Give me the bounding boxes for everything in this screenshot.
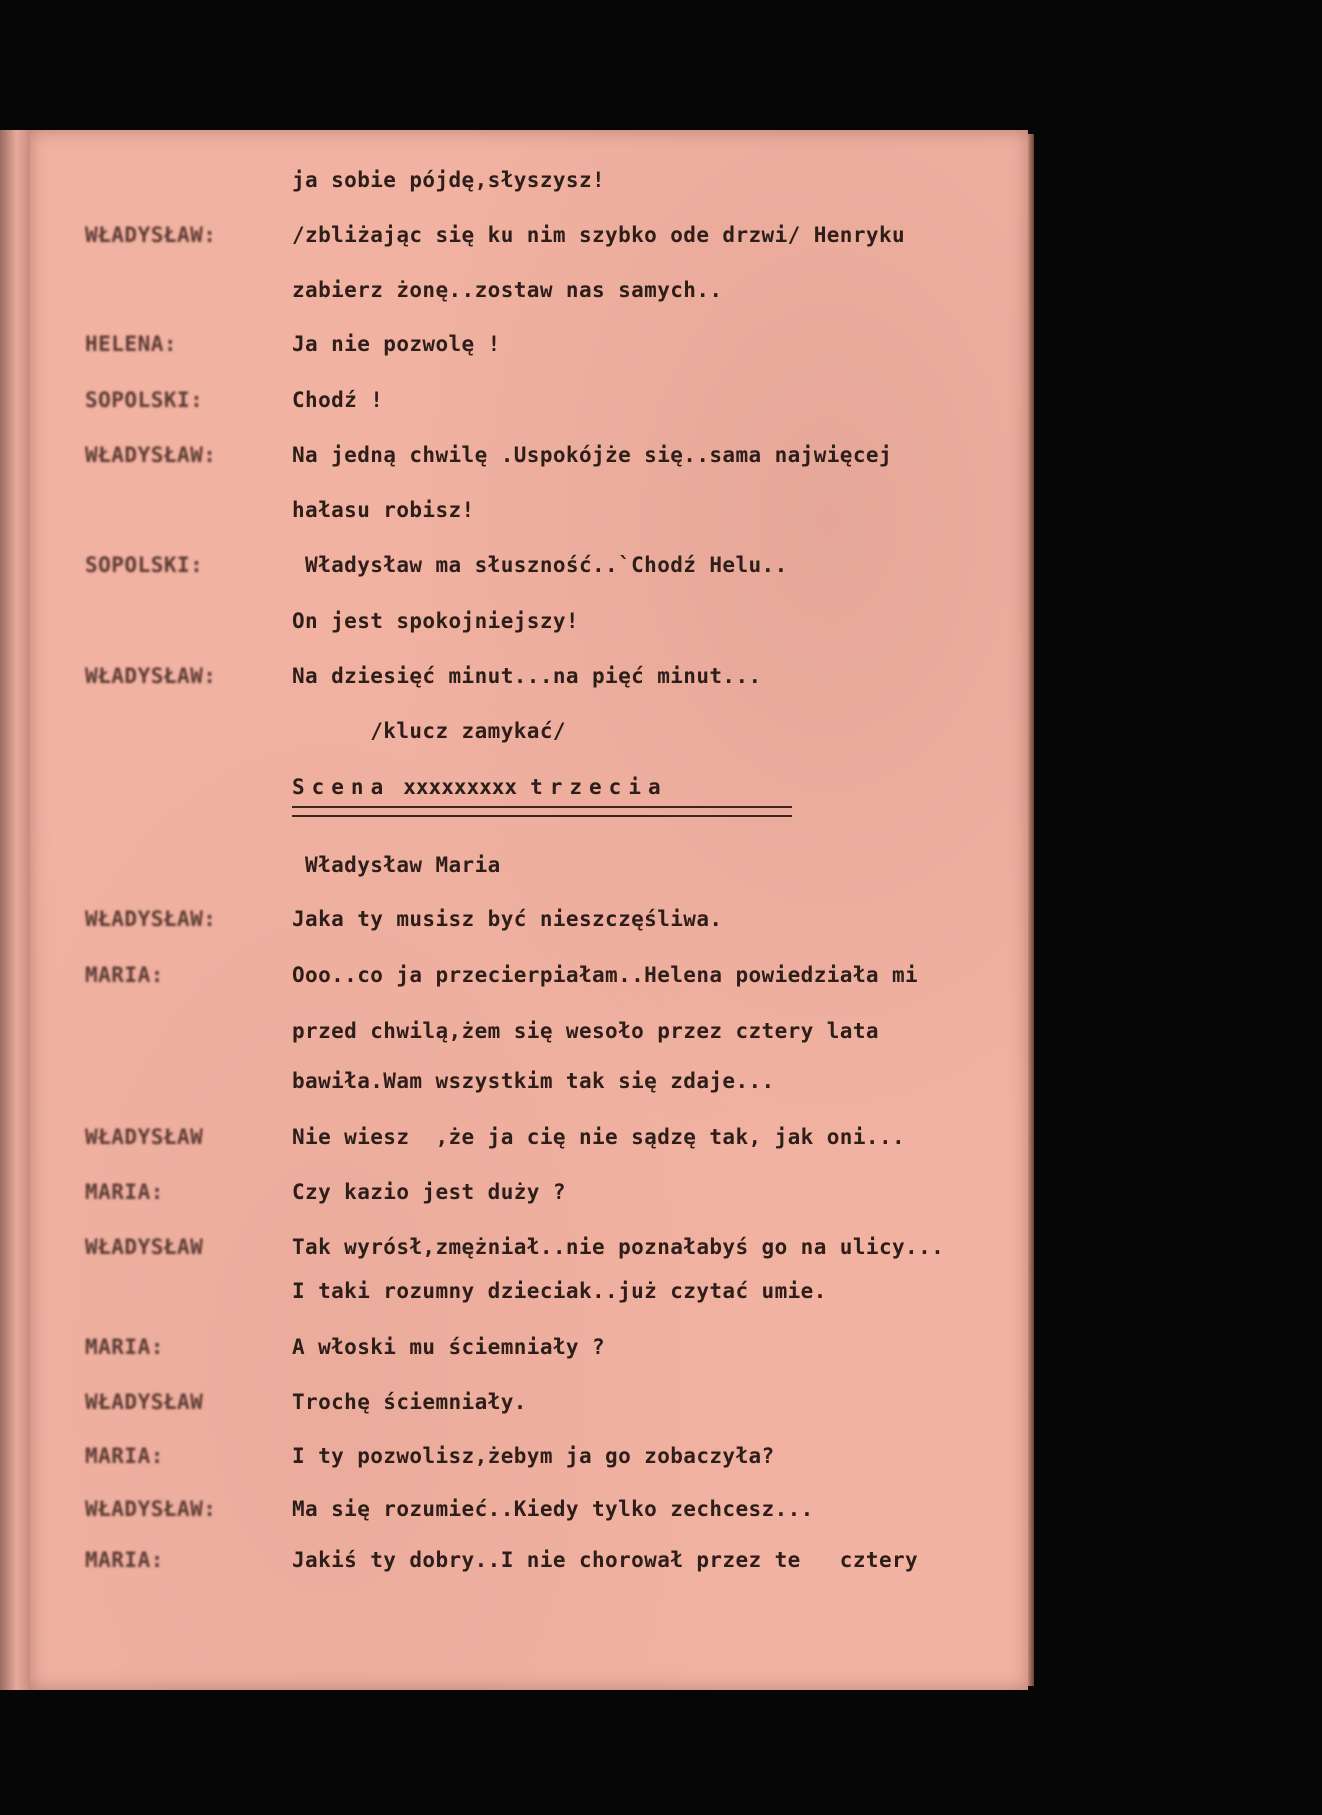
page-edge-shadow xyxy=(1028,134,1034,1686)
speaker-label: HELENA: xyxy=(85,332,178,356)
script-line xyxy=(30,1014,1028,1048)
speaker-label: WŁADYSŁAW xyxy=(85,1390,204,1414)
speaker-label: MARIA: xyxy=(85,1335,164,1359)
scene-word: Scena xyxy=(292,775,391,799)
script-line xyxy=(30,1274,1028,1308)
speaker-label: WŁADYSŁAW: xyxy=(85,443,217,467)
dialogue-text: On jest spokojniejszy! xyxy=(292,609,579,633)
dialogue-text: Władysław ma słuszność..`Chodź Helu.. xyxy=(292,553,788,577)
dialogue-text: I taki rozumny dzieciak..już czytać umie. xyxy=(292,1279,827,1303)
dialogue-text: Czy kazio jest duży ? xyxy=(292,1180,566,1204)
dialogue-text: Na jedną chwilę .Uspokójże się..sama najwięcej xyxy=(292,443,892,467)
character-list: Władysław Maria xyxy=(292,853,501,877)
script-line xyxy=(30,163,1028,197)
scene-number-word: trzecia xyxy=(530,775,668,799)
previous-page-edge xyxy=(0,130,30,1690)
stage-direction: /klucz zamykać/ xyxy=(292,719,566,743)
dialogue-text: hałasu robisz! xyxy=(292,498,475,522)
script-line xyxy=(30,548,1028,582)
script-line xyxy=(30,438,1028,472)
script-line xyxy=(30,493,1028,527)
speaker-label: WŁADYSŁAW: xyxy=(85,664,217,688)
speaker-label: SOPOLSKI: xyxy=(85,553,204,577)
dialogue-text: Chodź ! xyxy=(292,388,384,412)
speaker-label: WŁADYSŁAW: xyxy=(85,907,217,931)
script-line xyxy=(30,218,1028,252)
script-line xyxy=(30,1230,1028,1264)
dialogue-text: Ooo..co ja przecierpiałam..Helena powiedziała mi xyxy=(292,963,919,987)
script-line xyxy=(30,1439,1028,1473)
struck-out-text: xxxxxxxxx xyxy=(403,775,518,799)
script-line xyxy=(30,1492,1028,1526)
speaker-label: WŁADYSŁAW xyxy=(85,1235,204,1259)
speaker-label: MARIA: xyxy=(85,1180,164,1204)
dialogue-text: Jakiś ty dobry..I nie chorował przez te cztery xyxy=(292,1548,919,1572)
script-line xyxy=(30,1330,1028,1364)
dialogue-text: Tak wyrósł,zmężniał..nie poznałabyś go na ulicy... xyxy=(292,1235,945,1259)
script-line xyxy=(30,604,1028,638)
speaker-label: MARIA: xyxy=(85,1444,164,1468)
script-line xyxy=(30,848,1028,882)
speaker-label: WŁADYSŁAW xyxy=(85,1125,204,1149)
script-line xyxy=(30,383,1028,417)
script-line xyxy=(30,902,1028,936)
typewritten-page xyxy=(30,130,1028,1690)
script-line xyxy=(30,273,1028,307)
scene-heading-text xyxy=(292,770,668,804)
script-line xyxy=(30,327,1028,361)
dialogue-text: ja sobie pójdę,słyszysz! xyxy=(292,168,606,192)
script-line xyxy=(30,1064,1028,1098)
dialogue-text: Ma się rozumieć..Kiedy tylko zechcesz... xyxy=(292,1497,814,1521)
speaker-label: MARIA: xyxy=(85,1548,164,1572)
speaker-label: SOPOLSKI: xyxy=(85,388,204,412)
script-line xyxy=(30,714,1028,748)
script-line xyxy=(30,659,1028,693)
dialogue-text: Jaka ty musisz być nieszczęśliwa. xyxy=(292,907,723,931)
dialogue-text: Nie wiesz ,że ja cię nie sądzę tak, jak oni... xyxy=(292,1125,906,1149)
dialogue-text: Na dziesięć minut...na pięć minut... xyxy=(292,664,762,688)
script-line xyxy=(30,1543,1028,1577)
dialogue-text: Trochę ściemniały. xyxy=(292,1390,527,1414)
dialogue-text: zabierz żonę..zostaw nas samych.. xyxy=(292,278,723,302)
double-underline xyxy=(292,806,792,817)
dialogue-text: Ja nie pozwolę ! xyxy=(292,332,501,356)
script-line xyxy=(30,1175,1028,1209)
speaker-label: WŁADYSŁAW: xyxy=(85,223,217,247)
dialogue-text: I ty pozwolisz,żebym ja go zobaczyła? xyxy=(292,1444,775,1468)
dialogue-text: przed chwilą,żem się wesoło przez cztery lata xyxy=(292,1019,879,1043)
dialogue-text: bawiła.Wam wszystkim tak się zdaje... xyxy=(292,1069,775,1093)
script-line xyxy=(30,958,1028,992)
scene-heading xyxy=(30,770,1028,804)
dialogue-text: /zbliżając się ku nim szybko ode drzwi/ Henryku xyxy=(292,223,906,247)
script-line xyxy=(30,1120,1028,1154)
speaker-label: WŁADYSŁAW: xyxy=(85,1497,217,1521)
speaker-label: MARIA: xyxy=(85,963,164,987)
script-line xyxy=(30,1385,1028,1419)
dialogue-text: A włoski mu ściemniały ? xyxy=(292,1335,606,1359)
